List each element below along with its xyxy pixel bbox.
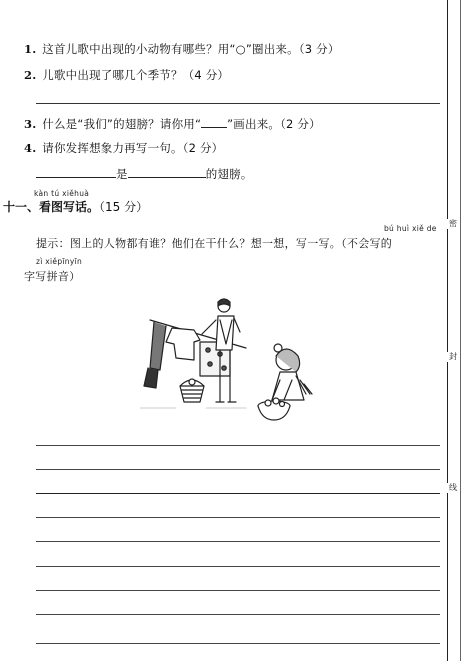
writing-line[interactable] — [36, 445, 440, 446]
binding-char-xian: 线 — [446, 483, 460, 493]
hint-line-1: 提示：图上的人物都有谁？他们在干什么？想一想，写一写。（不会写的 — [36, 237, 393, 250]
hint-pinyin-right: bú huì xiě de — [384, 224, 437, 233]
writing-line[interactable] — [36, 643, 440, 644]
binding-line-outer — [447, 0, 448, 661]
question-4-number: 4. — [24, 141, 37, 155]
question-1-number: 1. — [24, 42, 37, 56]
writing-line[interactable] — [36, 517, 440, 518]
question-2 — [24, 67, 229, 83]
question-3-number: 3. — [24, 117, 37, 131]
section-11-heading — [3, 198, 148, 215]
binding-char-mi: 密 — [446, 219, 460, 229]
question-3-text-b: ”画出来。（2 分） — [227, 117, 321, 131]
section-pinyin: kàn tú xiěhuà — [34, 189, 90, 198]
fill-blank-1[interactable] — [36, 166, 116, 178]
writing-line[interactable] — [36, 493, 440, 494]
scene-illustration — [136, 290, 336, 430]
question-4-text: 请你发挥想象力再写一句。（2 分） — [42, 141, 224, 155]
hint-pinyin-left: zì xiěpīnyīn — [36, 257, 83, 266]
binding-char-feng: 封 — [446, 352, 460, 362]
answer-line-q2[interactable] — [36, 103, 440, 104]
question-4-fill-sentence — [36, 166, 253, 182]
fill-blank-2[interactable] — [128, 166, 206, 178]
question-3 — [24, 116, 321, 132]
writing-line[interactable] — [36, 614, 440, 615]
question-2-number: 2. — [24, 68, 37, 82]
hint-line-2: 字写拼音） — [24, 270, 81, 283]
question-2-text: 儿歌中出现了哪几个季节？（4 分） — [42, 68, 230, 82]
binding-line-inner — [460, 0, 461, 661]
question-1-text: 这首儿歌中出现的小动物有哪些？用“○”圈出来。（3 分） — [42, 42, 340, 56]
section-points: （15 分） — [99, 200, 149, 214]
question-1 — [24, 41, 340, 57]
fill-end-text: 的翅膀。 — [205, 167, 253, 181]
question-3-text-a: 什么是“我们”的翅膀？请你用“ — [42, 117, 202, 131]
writing-line[interactable] — [36, 541, 440, 542]
question-4 — [24, 140, 223, 156]
writing-line[interactable] — [36, 590, 440, 591]
section-title: 十一、看图写话。 — [3, 200, 100, 214]
fill-mid-text: 是 — [116, 167, 128, 181]
writing-line[interactable] — [36, 469, 440, 470]
writing-line[interactable] — [36, 566, 440, 567]
underline-sample — [201, 116, 227, 128]
